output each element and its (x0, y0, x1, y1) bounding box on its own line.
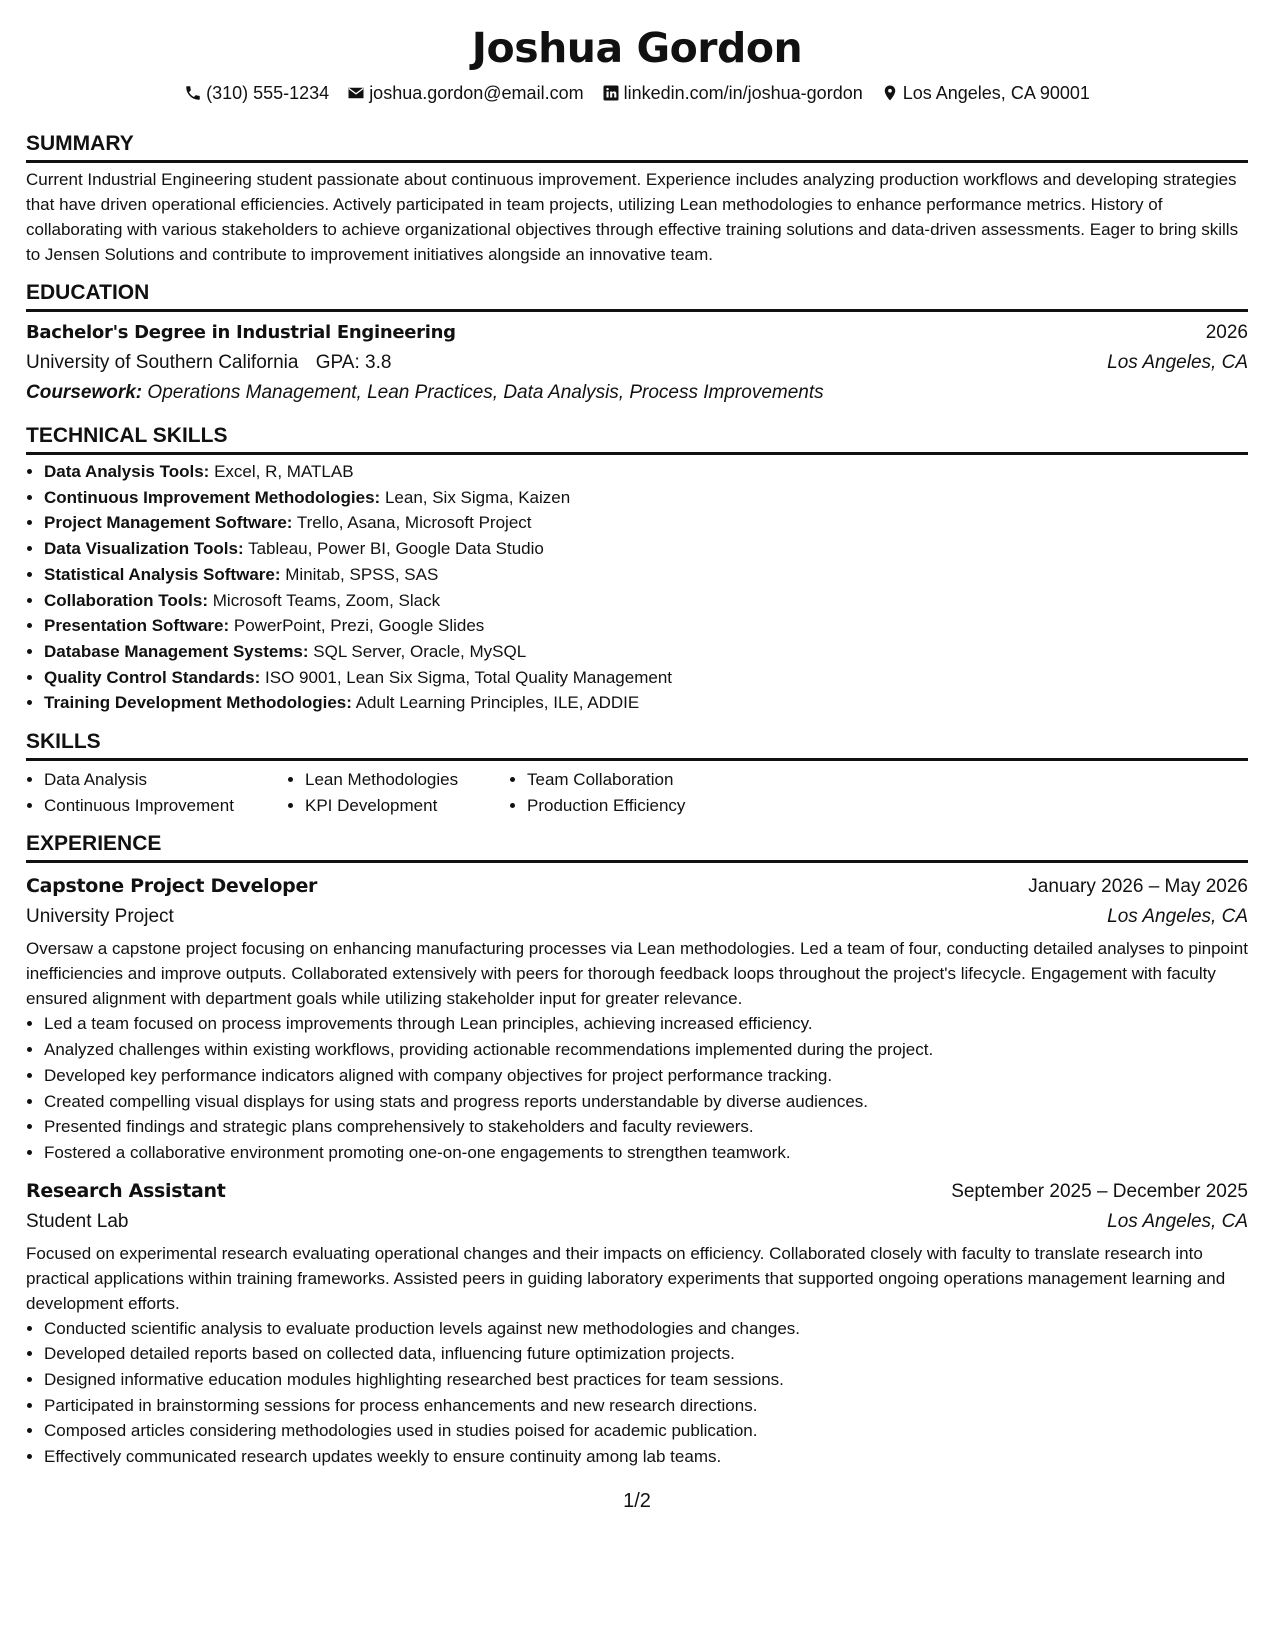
list-item: • KPI Development (305, 793, 509, 819)
list-item: • Conducted scientific analysis to evaluate production levels against new methodologies and changes. (44, 1316, 1248, 1342)
school-row (26, 348, 1248, 378)
contact-email[interactable] (347, 80, 583, 106)
location-text: Los Angeles, CA 90001 (902, 83, 1090, 103)
coursework (26, 378, 1248, 408)
list-item: • Project Management Software: Trello, Asana, Microsoft Project (44, 510, 1248, 536)
list-item: • Continuous Improvement Methodologies: Lean, Six Sigma, Kaizen (44, 485, 1248, 511)
coursework-label: Coursework: (26, 382, 143, 403)
candidate-name: Joshua Gordon (471, 24, 803, 72)
skills-column (509, 767, 685, 818)
job-title: Capstone Project Developer (26, 875, 318, 898)
job-dates: September 2025 – December 2025 (951, 1180, 1248, 1202)
linkedin-icon (602, 84, 620, 102)
job-bullets (26, 1316, 1248, 1470)
school-location: Los Angeles, CA (1107, 352, 1248, 373)
skills-column (287, 767, 509, 818)
map-pin-icon (881, 84, 899, 102)
skills-section (26, 728, 1248, 818)
graduation-year: 2026 (1205, 322, 1248, 343)
degree-title: Bachelor's Degree in Industrial Engineering (26, 322, 456, 343)
technical-skills-section (26, 422, 1248, 716)
list-item: • Presented findings and strategic plans comprehensively to stakeholders and faculty reviewers. (44, 1114, 1248, 1140)
list-item: • Effectively communicated research updates weekly to ensure continuity among lab teams. (44, 1444, 1248, 1470)
job-title: Research Assistant (26, 1179, 226, 1202)
education-section (26, 279, 1248, 408)
list-item: • Fostered a collaborative environment promoting one-on-one engagements to strengthen teamwork. (44, 1140, 1248, 1166)
list-item: • Designed informative education modules highlighting researched best practices for team sessions. (44, 1367, 1248, 1393)
job-location: Los Angeles, CA (1107, 1210, 1248, 1232)
list-item: • Presentation Software: PowerPoint, Prezi, Google Slides (44, 613, 1248, 639)
list-item: • Composed articles considering methodologies used in studies poised for academic publication. (44, 1418, 1248, 1444)
list-item: • Created compelling visual displays for using stats and progress reports understandable by diverse audiences. (44, 1089, 1248, 1115)
education-heading: EDUCATION (26, 279, 1248, 312)
summary-section (26, 130, 1248, 267)
contact-location (881, 80, 1090, 106)
job-entry (26, 871, 1248, 1165)
list-item: • Quality Control Standards: ISO 9001, Lean Six Sigma, Total Quality Management (44, 665, 1248, 691)
job-entry (26, 1176, 1248, 1470)
job-description: Focused on experimental research evaluating operational changes and their impacts on efficiency. Collaborated closely with faculty to translate research into practical applications within training frameworks. Assisted peers in guiding laboratory experiments that supported ongoing operations management learning and development efforts. (26, 1243, 1226, 1313)
list-item: • Training Development Methodologies: Adult Learning Principles, ILE, ADDIE (44, 690, 1248, 716)
list-item: • Production Efficiency (527, 793, 685, 819)
list-item: • Analyzed challenges within existing workflows, providing actionable recommendations implemented during the project. (44, 1037, 1248, 1063)
skills-grid (26, 767, 1248, 818)
job-description: Oversaw a capstone project focusing on enhancing manufacturing processes via Lean methodologies. Led a team of four, conducting detailed analyses to pinpoint inefficiencies and improve outputs. Collaborated extensively with peers for thorough feedback loops throughout the project's lifecycle. Engagement with faculty ensured alignment with department goals while utilizing stakeholder input for greater relevance. (26, 939, 1248, 1009)
envelope-icon (347, 84, 365, 102)
page-number: 1/2 (623, 1490, 651, 1512)
phone-icon (184, 84, 202, 102)
job-org: Student Lab (26, 1210, 129, 1232)
gpa: GPA: 3.8 (315, 352, 392, 373)
list-item: • Continuous Improvement (44, 793, 287, 819)
job-header (26, 1176, 1248, 1207)
summary-text: Current Industrial Engineering student passionate about continuous improvement. Experience includes analyzing production workflows and developing strategies that have driven operational efficiencies. Actively participated in team projects, utilizing Lean methodologies to enhance performance metrics. History of collaborating with various stakeholders to achieve organizational objectives through effective training solutions and data-driven assessments. Eager to bring skills to Jensen Solutions and contribute to improvement initiatives alongside an innovative team. (26, 170, 1239, 264)
contact-bar (26, 80, 1248, 106)
list-item: • Led a team focused on process improvements through Lean principles, achieving increased efficiency. (44, 1011, 1248, 1037)
coursework-list: Operations Management, Lean Practices, Data Analysis, Process Improvements (147, 382, 824, 403)
linkedin-text[interactable]: linkedin.com/in/joshua-gordon (623, 83, 863, 103)
school-name: University of Southern California (26, 352, 299, 373)
job-org-row (26, 1207, 1248, 1237)
email-text[interactable]: joshua.gordon@email.com (369, 83, 584, 103)
job-org: University Project (26, 906, 174, 928)
resume-page (26, 0, 1248, 1650)
job-bullets (26, 1011, 1248, 1165)
job-dates: January 2026 – May 2026 (1028, 876, 1248, 898)
summary-heading: SUMMARY (26, 130, 1248, 163)
experience-section (26, 830, 1248, 1469)
contact-linkedin[interactable] (602, 80, 863, 106)
skills-heading: SKILLS (26, 728, 1248, 761)
job-org-row (26, 902, 1248, 932)
list-item: • Lean Methodologies (305, 767, 509, 793)
list-item: • Participated in brainstorming sessions for process enhancements and new research directions. (44, 1393, 1248, 1419)
technical-skills-list (26, 459, 1248, 716)
job-header (26, 871, 1248, 902)
phone-text: (310) 555-1234 (206, 83, 330, 103)
list-item: • Developed detailed reports based on collected data, influencing future optimization projects. (44, 1341, 1248, 1367)
contact-phone (184, 80, 329, 106)
experience-heading: EXPERIENCE (26, 830, 1248, 863)
list-item: • Developed key performance indicators aligned with company objectives for project performance tracking. (44, 1063, 1248, 1089)
skills-column (26, 767, 287, 818)
list-item: • Collaboration Tools: Microsoft Teams, Zoom, Slack (44, 588, 1248, 614)
list-item: • Data Analysis (44, 767, 287, 793)
list-item: • Statistical Analysis Software: Minitab, SPSS, SAS (44, 562, 1248, 588)
list-item: • Data Visualization Tools: Tableau, Power BI, Google Data Studio (44, 536, 1248, 562)
job-location: Los Angeles, CA (1107, 906, 1248, 928)
list-item: • Database Management Systems: SQL Server, Oracle, MySQL (44, 639, 1248, 665)
list-item: • Data Analysis Tools: Excel, R, MATLAB (44, 459, 1248, 485)
education-row (26, 318, 1248, 348)
technical-skills-heading: TECHNICAL SKILLS (26, 422, 1248, 455)
list-item: • Team Collaboration (527, 767, 685, 793)
